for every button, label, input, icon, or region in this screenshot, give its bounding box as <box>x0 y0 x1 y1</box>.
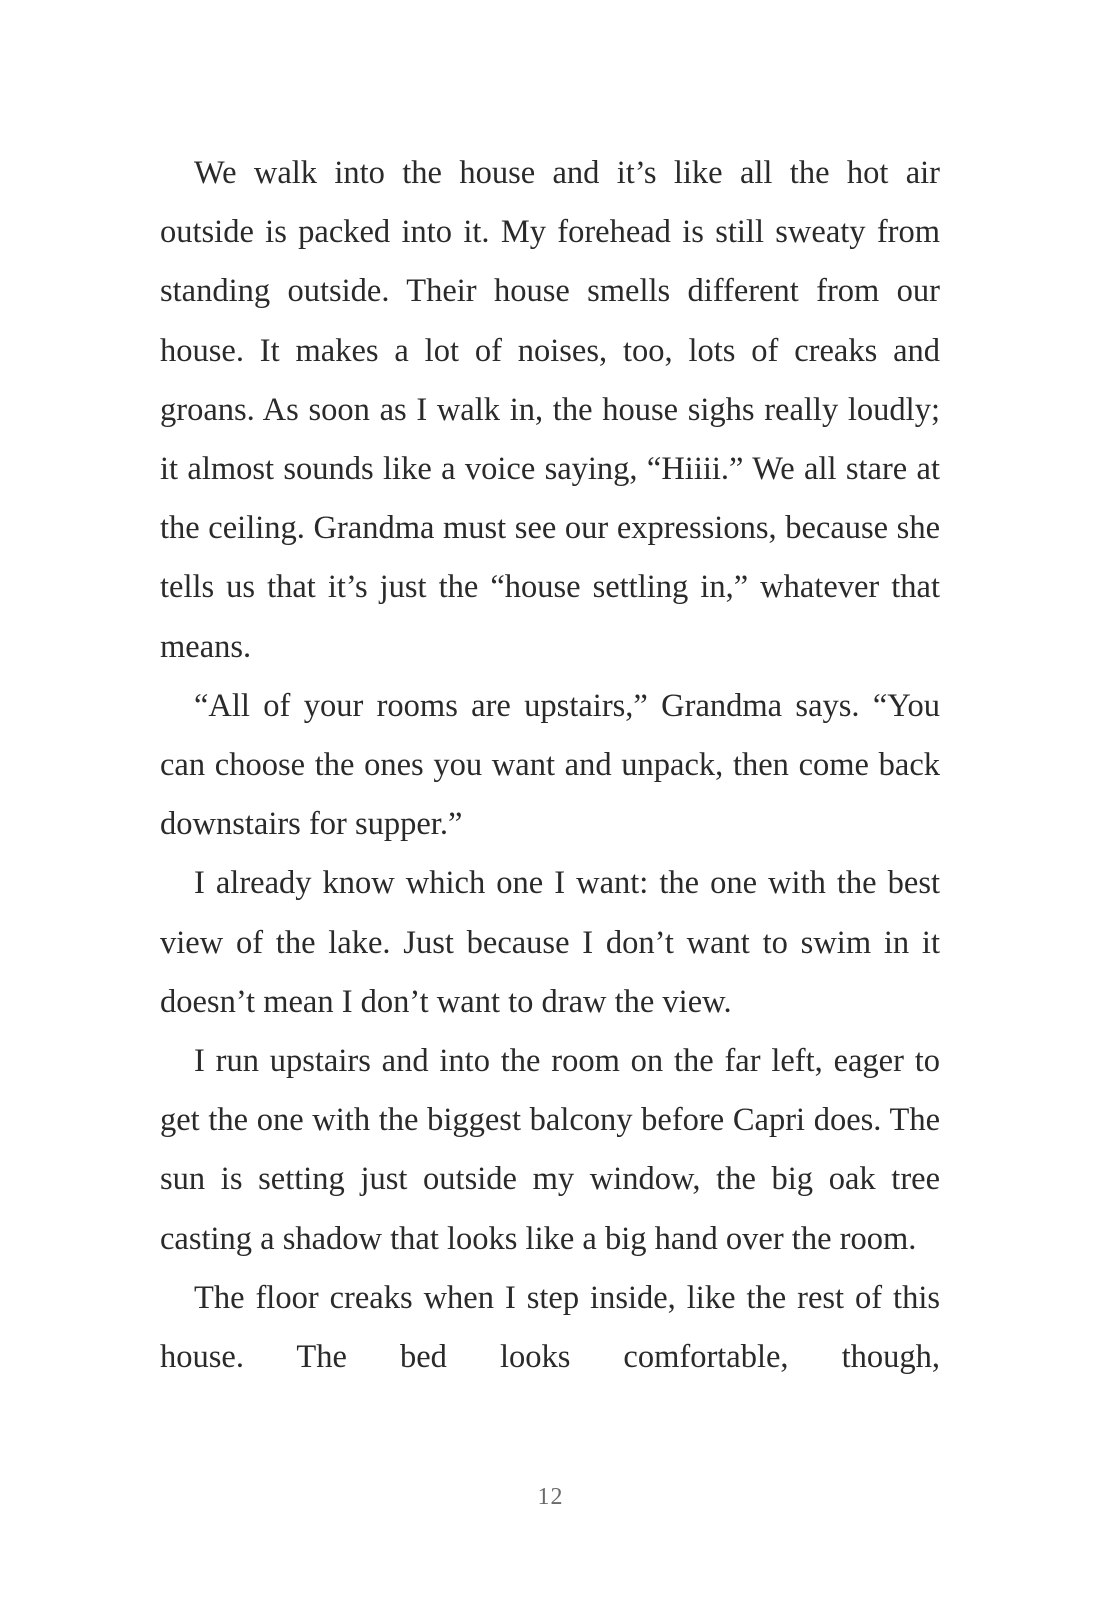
paragraph-2: “All of your rooms are upstairs,” Grandma says. “You can choose the ones you want and unpack, then come back downstairs for supper.” <box>160 687 940 843</box>
paragraph-4: I run upstairs and into the room on the far left, eager to get the one with the biggest balcony before Capri does. The sun is setting just outside my window, the big oak tree casting a shadow that looks like a big hand over the room. <box>160 1043 940 1257</box>
paragraph-5: The floor creaks when I step inside, like the rest of this house. The bed looks comfortable, though, <box>160 1279 940 1376</box>
paragraph-1: We walk into the house and it’s like all the hot air outside is packed into it. My forehead is still sweaty from standing outside. Their house smells different from our house. It makes a lot of noises, too, lots of creaks and groans. As soon as I walk in, the house sighs really loudly; it almost sounds like a voice saying, “Hiiii.” We all stare at the ceiling. Grandma must see our expressions, because she tells us that it’s just the “house settling in,” whatever that means. <box>160 155 940 665</box>
body-text <box>160 144 940 1387</box>
page-number: 12 <box>537 1484 564 1510</box>
paragraph-3: I already know which one I want: the one with the best view of the lake. Just because I don’t want to swim in it doesn’t mean I don’t want to draw the view. <box>160 865 940 1020</box>
